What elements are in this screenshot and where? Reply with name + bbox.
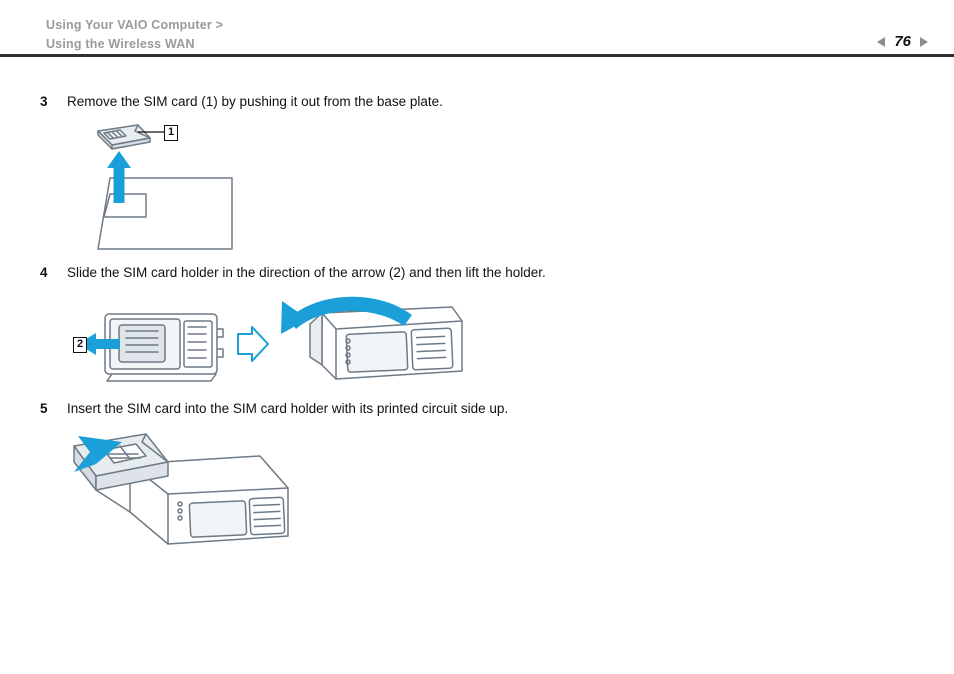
sim-card-insert-figure — [60, 428, 360, 573]
sim-card-base-plate-illustration — [60, 118, 320, 268]
page-navigation — [877, 33, 928, 50]
breadcrumb-line-1: Using Your VAIO Computer > — [46, 18, 224, 32]
callout-1: 1 — [164, 125, 178, 141]
page-number: 76 — [894, 33, 911, 50]
sim-card-insert-illustration — [60, 428, 360, 568]
step-3-number: 3 — [40, 94, 48, 109]
sim-card-holder-slide-lift-figure — [60, 293, 480, 408]
step-5-text: Insert the SIM card into the SIM card holder with its printed circuit side up. — [67, 401, 509, 416]
sim-holder-illustration — [60, 293, 480, 403]
breadcrumb-line-2: Using the Wireless WAN — [46, 37, 195, 51]
header-divider — [0, 54, 954, 57]
step-4-text: Slide the SIM card holder in the direction of the arrow (2) and then lift the holder. — [67, 265, 546, 280]
triangle-left-icon[interactable] — [877, 37, 885, 47]
sim-card-base-plate-figure — [60, 118, 320, 273]
triangle-right-icon[interactable] — [920, 37, 928, 47]
step-5-number: 5 — [40, 401, 48, 416]
step-3-text: Remove the SIM card (1) by pushing it out from the base plate. — [67, 94, 443, 109]
page-header — [0, 0, 954, 54]
breadcrumb — [46, 16, 223, 54]
callout-2: 2 — [73, 337, 87, 353]
step-4-number: 4 — [40, 265, 48, 280]
